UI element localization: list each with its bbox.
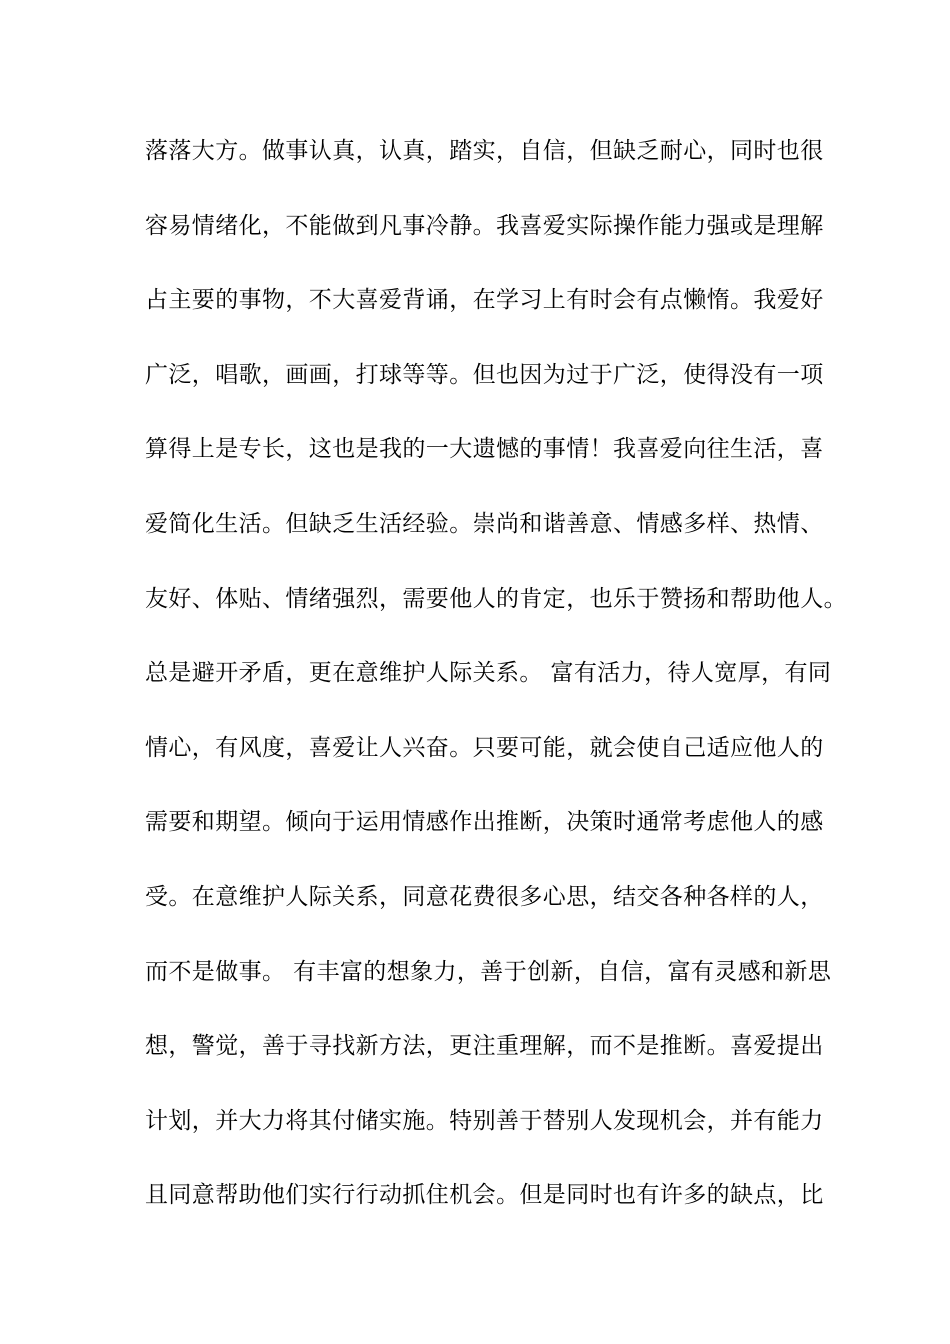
text-line: 需要和期望。倾向于运用情感作出推断，决策时通常考虑他人的感 — [145, 809, 824, 836]
text-line: 爱简化生活。但缺乏生活经验。崇尚和谐善意、情感多样、热情、 — [145, 510, 824, 537]
text-line: 且同意帮助他们实行行动抓住机会。但是同时也有许多的缺点，比 — [145, 1182, 824, 1209]
text-line: 总是避开矛盾，更在意维护人际关系。 富有活力，待人宽厚，有同 — [145, 660, 832, 687]
text-line: 广泛，唱歌，画画，打球等等。但也因为过于广泛，使得没有一项 — [145, 361, 824, 388]
text-line: 容易情绪化，不能做到凡事冷静。我喜爱实际操作能力强或是理解 — [145, 212, 824, 239]
text-line: 占主要的事物，不大喜爱背诵，在学习上有时会有点懒惰。我爱好 — [145, 287, 824, 314]
body-text — [145, 128, 847, 1247]
text-line: 而不是做事。 有丰富的想象力，善于创新，自信，富有灵感和新思 — [145, 958, 832, 985]
text-line: 友好、体贴、情绪强烈，需要他人的肯定，也乐于赞扬和帮助他人。 — [145, 585, 847, 612]
text-line: 算得上是专长，这也是我的一大遗憾的事情！我喜爱向往生活，喜 — [145, 436, 824, 463]
text-line: 想，警觉，善于寻找新方法，更注重理解，而不是推断。喜爱提出 — [145, 1033, 824, 1060]
text-line: 情心，有风度，喜爱让人兴奋。只要可能，就会使自己适应他人的 — [145, 734, 824, 761]
text-line: 计划，并大力将其付储实施。特别善于替别人发现机会，并有能力 — [145, 1107, 824, 1134]
text-line: 落落大方。做事认真，认真，踏实，自信，但缺乏耐心，同时也很 — [145, 138, 824, 164]
text-line: 受。在意维护人际关系，同意花费很多心思，结交各种各样的人， — [145, 883, 824, 910]
